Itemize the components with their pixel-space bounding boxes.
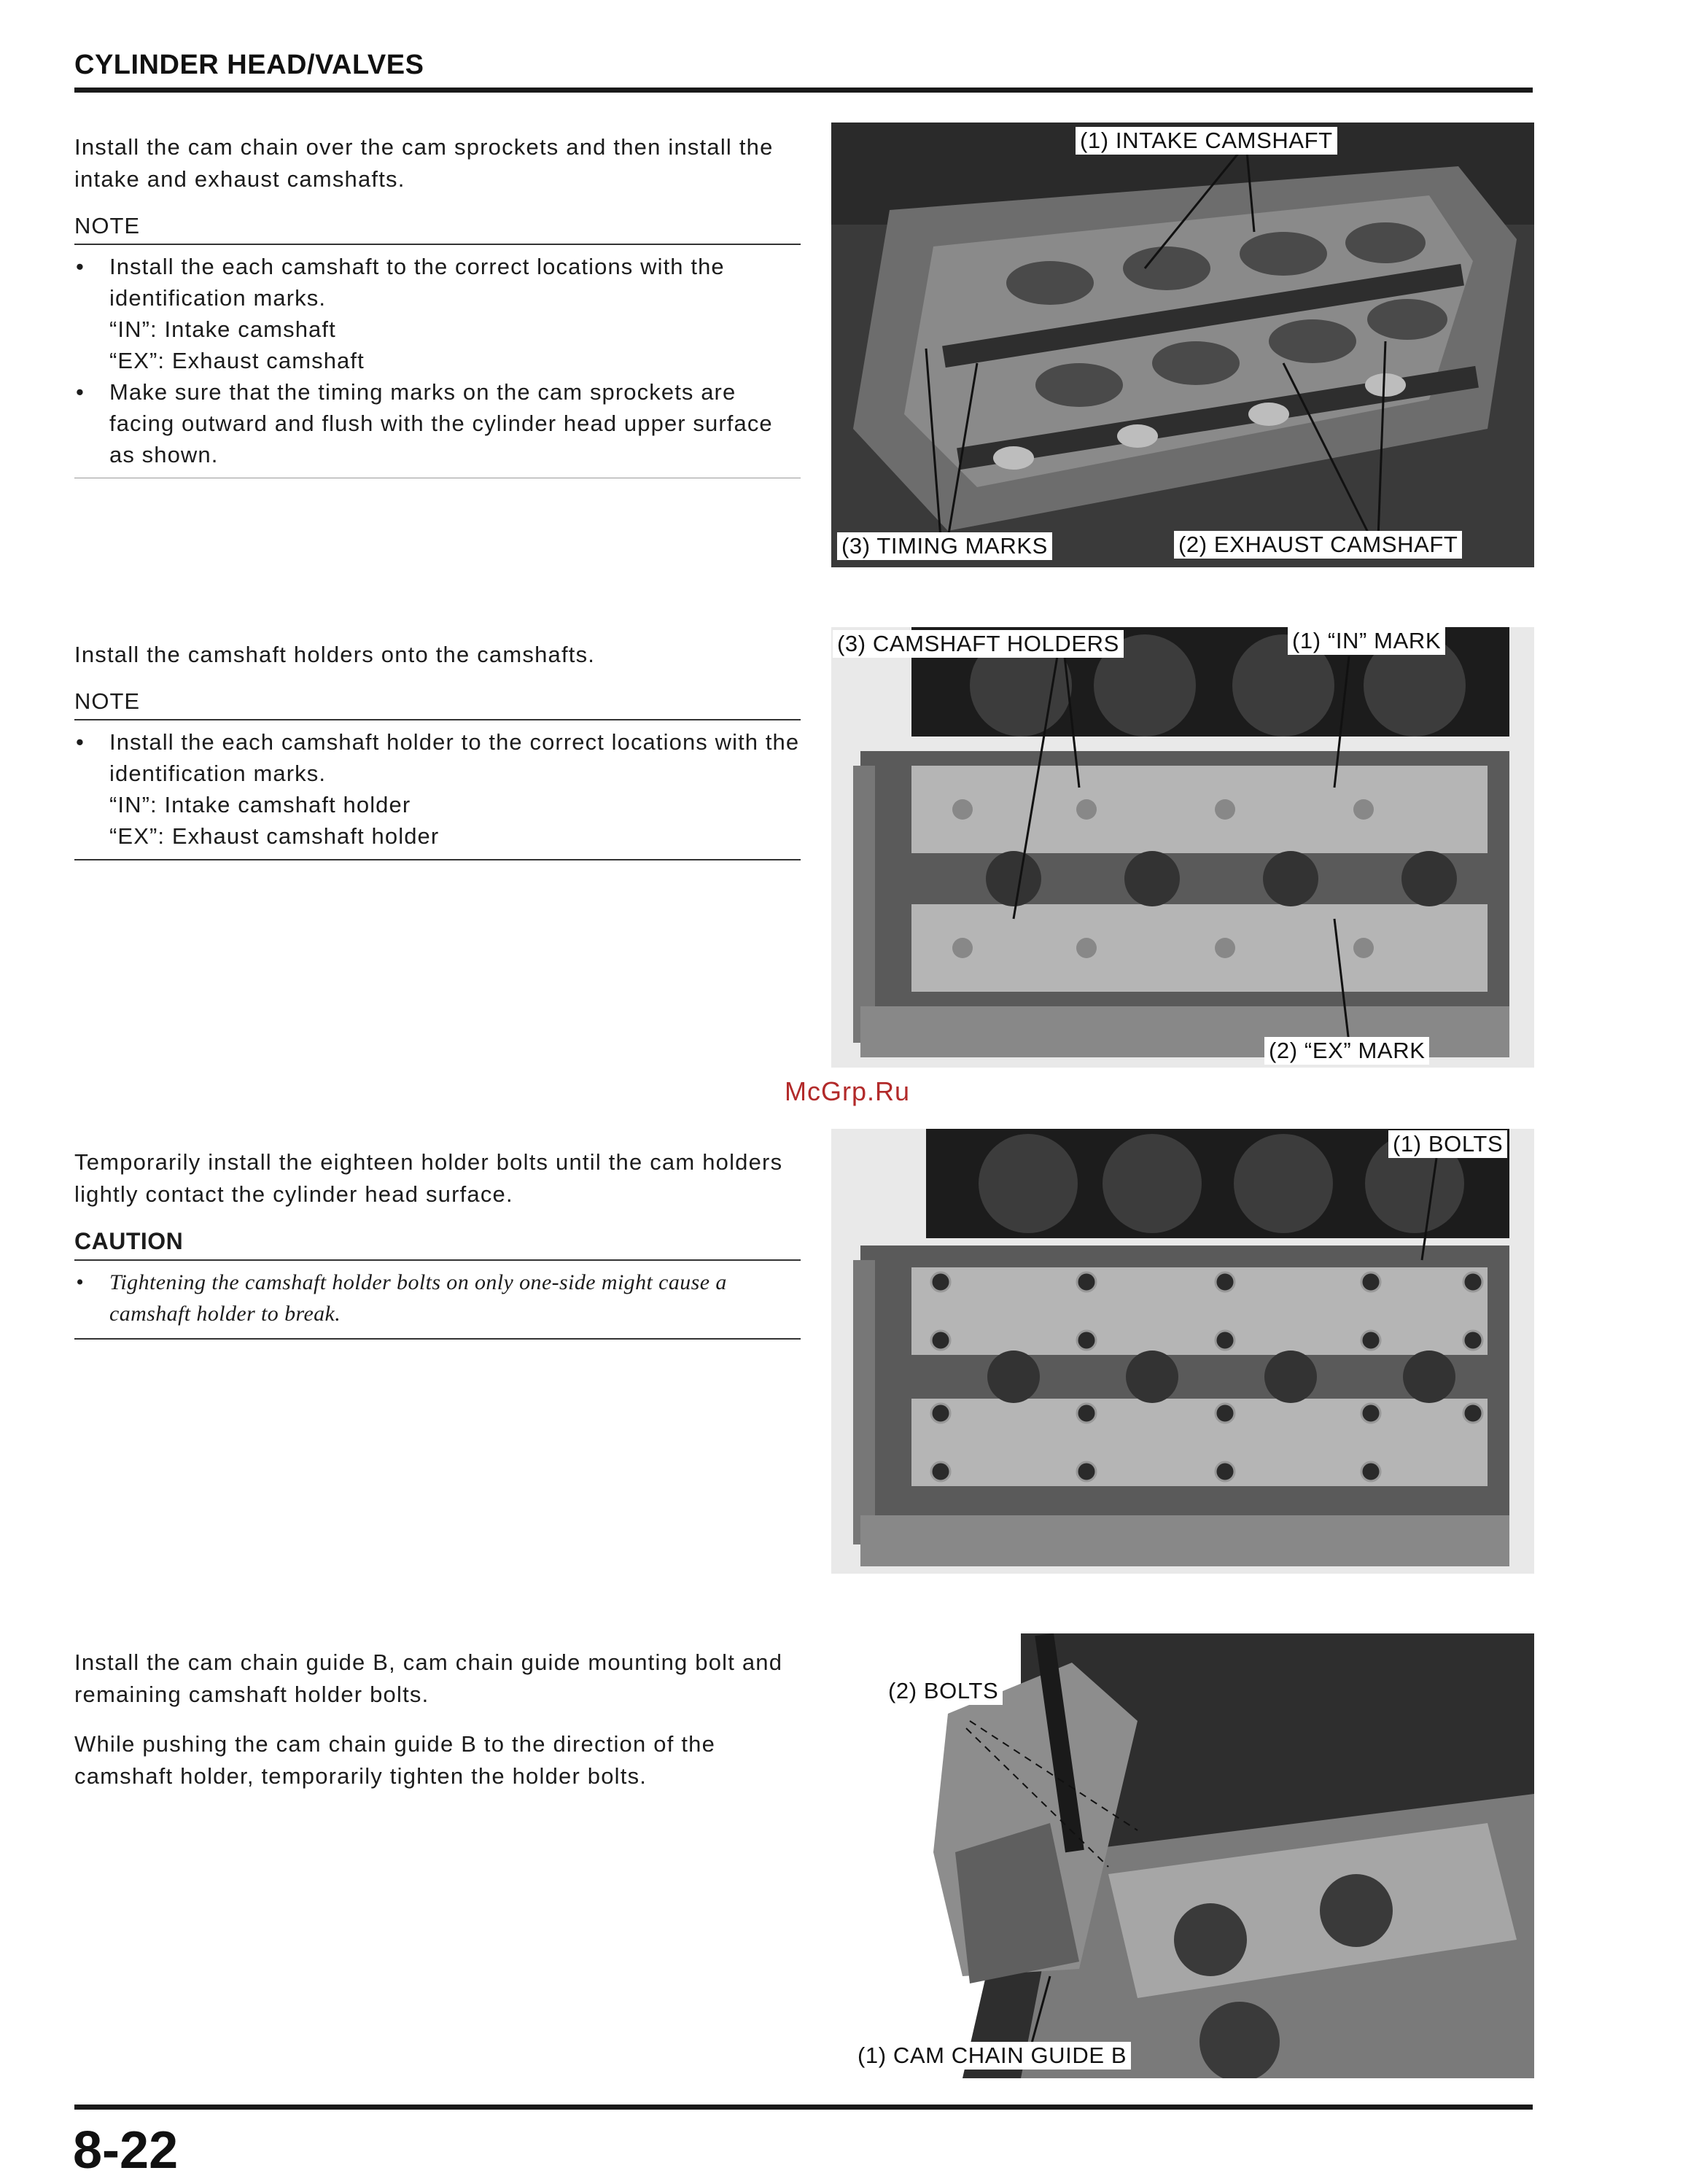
section-2-note-list — [74, 726, 801, 852]
footer-rule — [74, 2105, 1533, 2110]
engine-photo-3 — [831, 1129, 1534, 1574]
section-4-paragraph-2: While pushing the cam chain guide B to the direction of the camshaft holder, temporarily tighten the holder bolts. — [74, 1731, 716, 1789]
engine-photo-2 — [831, 627, 1534, 1068]
photo-cam-chain-guide — [831, 1633, 1534, 2078]
section-4-paragraph-1: Install the cam chain guide B, cam chain guide mounting bolt and remaining camshaft holder bolts. — [74, 1649, 783, 1707]
section-1-note-label: NOTE — [74, 213, 141, 238]
bullet-icon: • — [76, 379, 85, 405]
photo-label-cam-chain-guide-b: (1) CAM CHAIN GUIDE B — [853, 2042, 1131, 2070]
bullet-icon: • — [76, 1270, 84, 1294]
list-item: • Install the each camshaft to the correct locations with the identification marks. “IN”: Intake camshaft “EX”: Exhaust camshaft — [74, 251, 801, 376]
photo-label-timing-marks: (3) TIMING MARKS — [837, 532, 1052, 560]
photo-label-bolts: (1) BOLTS — [1388, 1130, 1507, 1158]
section-1-paragraph: Install the cam chain over the cam sprockets and then install the intake and exhaust camshafts. — [74, 134, 774, 192]
section-3-text — [74, 1146, 801, 1340]
photo-label-bolts: (2) BOLTS — [884, 1677, 1003, 1705]
note-end-rule — [74, 859, 801, 860]
caution-rule — [74, 1259, 801, 1261]
section-2-paragraph: Install the camshaft holders onto the camshafts. — [74, 642, 596, 667]
bullet-icon: • — [76, 254, 85, 279]
caution-end-rule — [74, 1338, 801, 1340]
photo-camshaft-holders — [831, 627, 1534, 1068]
list-item: • Tightening the camshaft holder bolts on only one-side might cause a camshaft holder to break. — [74, 1267, 801, 1329]
section-1-note-list — [74, 251, 801, 470]
photo-label-camshaft-holders: (3) CAMSHAFT HOLDERS — [833, 630, 1124, 658]
photo-label-exhaust-camshaft: (2) EXHAUST CAMSHAFT — [1174, 531, 1462, 559]
section-2-note-label: NOTE — [74, 688, 141, 714]
header-rule — [74, 88, 1533, 93]
section-3-paragraph: Temporarily install the eighteen holder bolts until the cam holders lightly contact the cylinder head surface. — [74, 1149, 783, 1207]
photo-label-in-mark: (1) “IN” MARK — [1288, 627, 1445, 655]
section-3-caution-label: CAUTION — [74, 1228, 184, 1254]
list-item: • Install the each camshaft holder to the correct locations with the identification marks. “IN”: Intake camshaft holder “EX”: Exhaust camshaft holder — [74, 726, 801, 852]
page-number: 8-22 — [73, 2121, 179, 2180]
section-2-text — [74, 639, 801, 860]
list-item: • Make sure that the timing marks on the cam sprockets are facing outward and flush with the cylinder head upper surface as shown. — [74, 376, 801, 470]
bullet-icon: • — [76, 729, 85, 755]
note-rule — [74, 244, 801, 245]
engine-photo-1 — [831, 123, 1534, 567]
photo-holder-bolts — [831, 1129, 1534, 1574]
page-header-title: CYLINDER HEAD/VALVES — [74, 50, 424, 80]
photo-label-intake-camshaft: (1) INTAKE CAMSHAFT — [1076, 127, 1337, 155]
section-4-text — [74, 1647, 801, 1792]
photo-label-ex-mark: (2) “EX” MARK — [1264, 1037, 1429, 1065]
section-1-text — [74, 131, 801, 478]
photo-camshafts-installed — [831, 123, 1534, 567]
note-rule — [74, 719, 801, 720]
watermark: McGrp.Ru — [785, 1076, 911, 1106]
section-3-caution-list — [74, 1267, 801, 1329]
